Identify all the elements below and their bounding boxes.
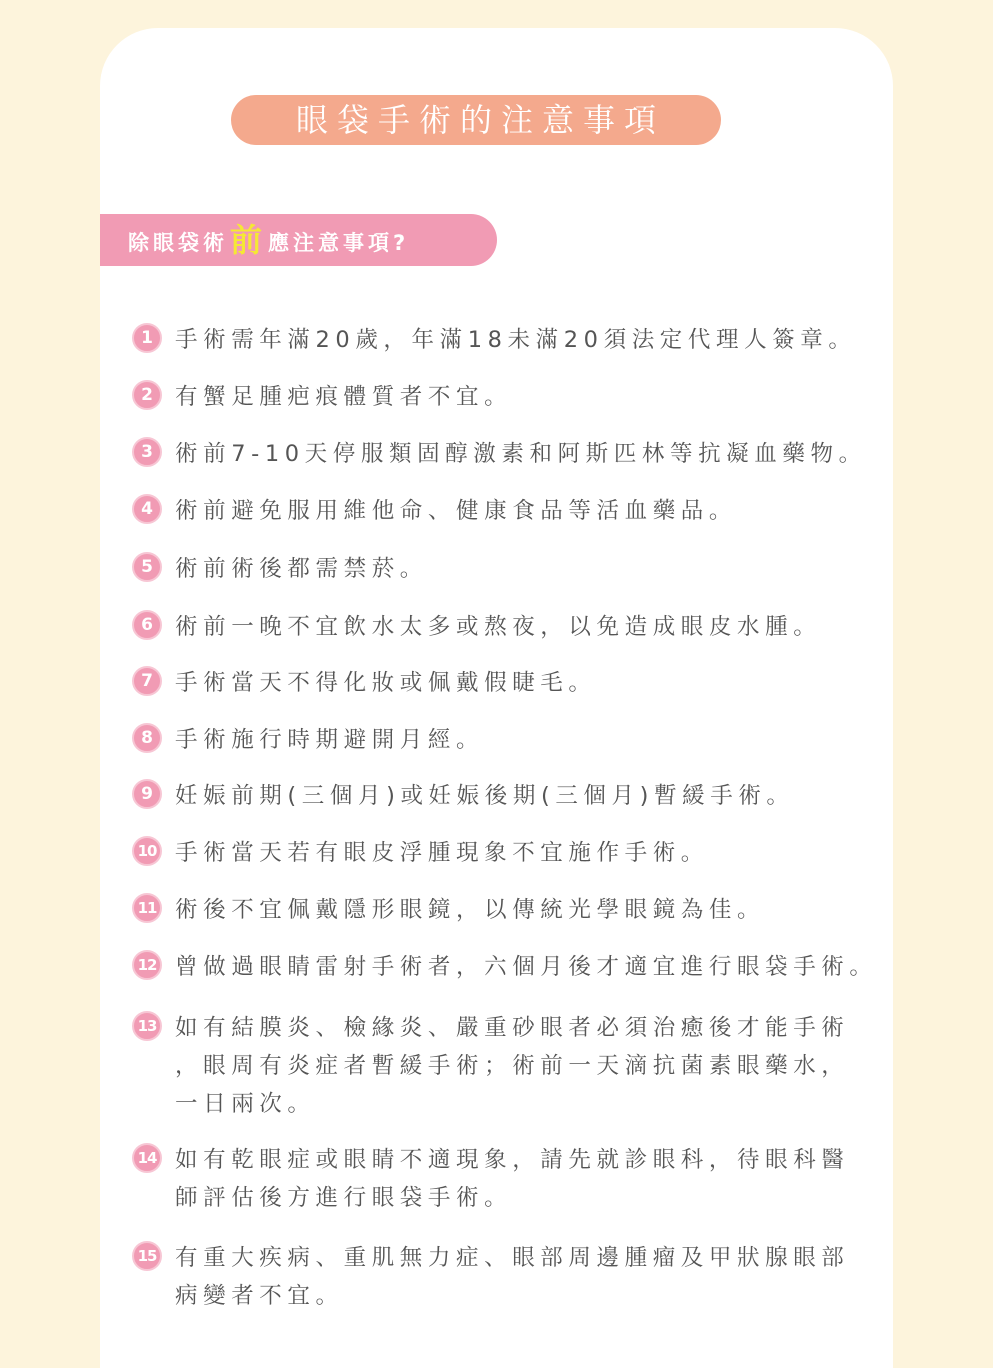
item-text [175,834,865,872]
item-text-line: 妊娠前期(三個月)或妊娠後期(三個月)暫緩手術。 [175,783,795,809]
item-text-line: 師評估後方進行眼袋手術。 [175,1185,513,1211]
item-text-line: 手術當天若有眼皮浮腫現象不宜施作手術。 [175,840,709,866]
item-number-badge: 7 [132,666,162,696]
item-number-badge: 10 [132,836,162,866]
item-text [175,664,865,702]
item-text-line: 一日兩次。 [175,1091,316,1117]
item-number-badge: 3 [132,437,162,467]
section-heading [100,214,497,266]
item-text-line: 手術施行時期避開月經。 [175,727,485,753]
item-text-line: ，眼周有炎症者暫緩手術；術前一天滴抗菌素眼藥水， [175,1053,850,1079]
item-number-badge: 14 [132,1143,162,1173]
item-number-badge: 6 [132,610,162,640]
section-heading-highlight: 前 [230,221,263,259]
item-text [175,948,878,986]
item-number-badge: 1 [132,323,162,353]
item-text [175,891,865,929]
item-number-badge: 4 [132,494,162,524]
item-text-line: 手術當天不得化妝或佩戴假睫毛。 [175,670,597,696]
item-text [175,435,865,473]
item-text [175,608,865,646]
item-text [175,1009,865,1123]
item-text-line: 術前一晚不宜飲水太多或熬夜，以免造成眼皮水腫。 [175,614,822,640]
item-text [175,378,865,416]
item-text-line: 如有乾眼症或眼睛不適現象，請先就診眼科，待眼科醫 [175,1147,850,1173]
item-number-badge: 11 [132,893,162,923]
item-number-badge: 5 [132,552,162,582]
section-heading-suffix: 應注意事項? [268,231,410,255]
item-number-badge: 13 [132,1011,162,1041]
item-text-line: 如有結膜炎、檢緣炎、嚴重砂眼者必須治癒後才能手術 [175,1015,850,1041]
item-text-line: 術前避免服用維他命、健康食品等活血藥品。 [175,498,738,524]
item-text-line: 有重大疾病、重肌無力症、眼部周邊腫瘤及甲狀腺眼部 [175,1245,850,1271]
item-text [175,321,865,359]
item-text-line: 曾做過眼睛雷射手術者，六個月後才適宜進行眼袋手術。 [175,954,878,980]
page-title: 眼袋手術的注意事項 [231,95,721,145]
item-text-line: 病變者不宜。 [175,1283,344,1309]
item-text-line: 術後不宜佩戴隱形眼鏡，以傳統光學眼鏡為佳。 [175,897,766,923]
item-text [175,492,865,530]
item-text [175,721,865,759]
item-text-line: 術前7-10天停服類固醇激素和阿斯匹林等抗凝血藥物。 [175,441,867,467]
section-heading-prefix: 除眼袋術 [128,231,228,255]
item-number-badge: 12 [132,950,162,980]
item-text-line: 有蟹足腫疤痕體質者不宜。 [175,384,513,410]
item-text [175,1141,865,1217]
item-text [175,550,865,588]
item-number-badge: 15 [132,1241,162,1271]
item-text-line: 術前術後都需禁菸。 [175,556,428,582]
item-number-badge: 8 [132,723,162,753]
item-text [175,1239,865,1315]
item-text-line: 手術需年滿20歲，年滿18未滿20須法定代理人簽章。 [175,327,857,353]
item-number-badge: 2 [132,380,162,410]
item-number-badge: 9 [132,779,162,809]
item-text [175,777,865,815]
